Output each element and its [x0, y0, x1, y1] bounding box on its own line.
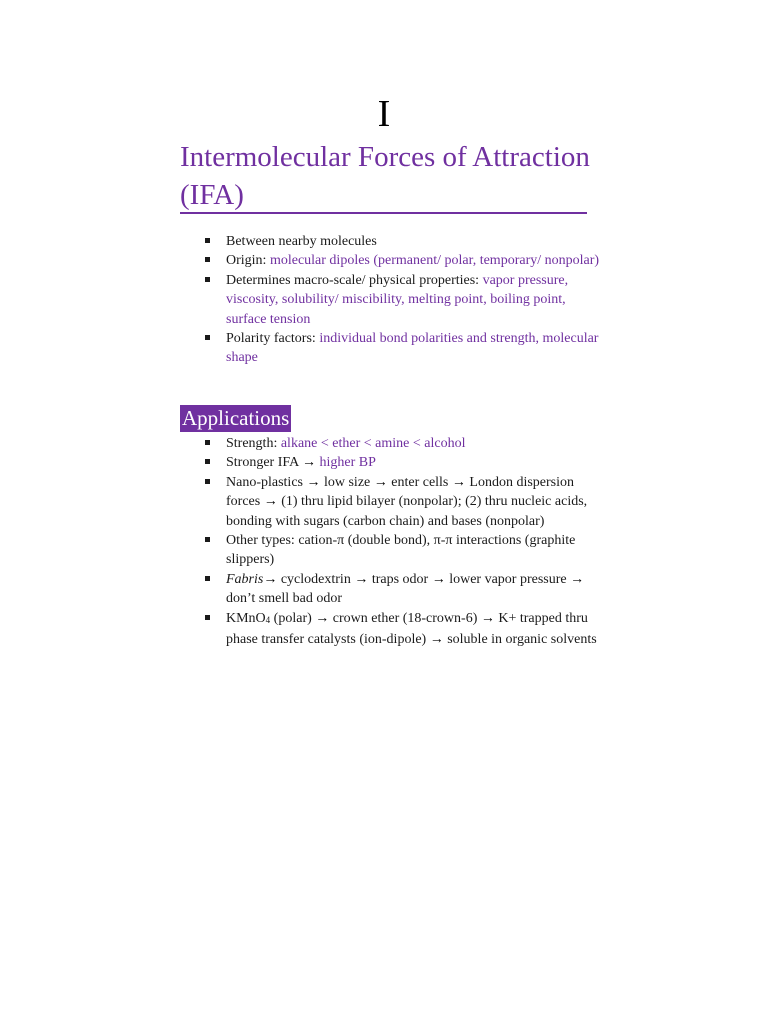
arrow-icon: →	[373, 474, 388, 490]
list-item	[180, 232, 600, 251]
list-item	[180, 609, 600, 650]
item-label: Stronger IFA	[226, 455, 302, 471]
text-run: low size	[320, 474, 374, 490]
item-label: Origin:	[226, 253, 270, 269]
list-item	[180, 271, 600, 329]
text-run: soluble in organic solvents	[443, 632, 597, 648]
item-value: individual bond polarities and strength, molecular shape	[226, 331, 599, 366]
list-item	[180, 434, 600, 453]
title-underline	[180, 212, 587, 214]
square-bullet-icon	[205, 277, 210, 282]
text-run: crown ether (18-crown-6)	[329, 610, 481, 626]
text-run: cyclodextrin	[277, 571, 355, 587]
section-heading-applications: Applications	[182, 406, 290, 430]
arrow-icon: →	[570, 571, 585, 587]
square-bullet-icon	[205, 537, 210, 542]
text-run: don’t smell bad odor	[226, 591, 343, 607]
chapter-numeral: I	[377, 93, 391, 135]
text-run: Fabris	[226, 571, 264, 587]
square-bullet-icon	[205, 238, 210, 243]
item-value: molecular dipoles (permanent/ polar, temporary/ nonpolar)	[269, 253, 600, 269]
item-label: Between nearby molecules	[226, 234, 377, 249]
arrow-icon: →	[451, 474, 466, 490]
square-bullet-icon	[205, 459, 210, 464]
square-bullet-icon	[205, 335, 210, 340]
text-run: traps odor	[368, 571, 432, 587]
square-bullet-icon	[205, 615, 210, 620]
subscript: 4	[265, 614, 271, 625]
intro-list	[180, 232, 600, 368]
square-bullet-icon	[205, 576, 210, 581]
item-label: Determines macro-scale/ physical properties:	[226, 272, 483, 288]
list-item	[180, 453, 600, 472]
list-item	[180, 473, 600, 531]
text-run: lower vapor pressure	[445, 571, 571, 587]
square-bullet-icon	[205, 257, 210, 262]
item-value: alkane < ether < amine < alcohol	[280, 436, 466, 451]
text-run: Nano-plastics	[226, 474, 307, 490]
arrow-icon: →	[431, 571, 446, 587]
arrow-icon: →	[301, 455, 316, 471]
item-value: higher BP	[319, 455, 376, 471]
item-label: Strength:	[226, 436, 281, 451]
arrow-icon: →	[263, 494, 278, 510]
square-bullet-icon	[205, 479, 210, 484]
arrow-icon: →	[263, 571, 278, 587]
list-item	[180, 570, 600, 609]
applications-list	[180, 434, 600, 649]
list-item	[180, 531, 600, 570]
square-bullet-icon	[205, 440, 210, 445]
text-run: KMnO	[226, 610, 266, 626]
list-item	[180, 329, 600, 368]
arrow-icon: →	[354, 571, 369, 587]
item-label: Polarity factors:	[226, 331, 320, 347]
text-run: (1) thru lipid bilayer (nonpolar); (2) thru nucleic acids, bonding with sugars (carbon chain) and bases (nonpolar)	[226, 494, 588, 529]
text-run: London dispersion forces	[226, 474, 574, 510]
arrow-icon: →	[480, 610, 495, 626]
text-run: (polar)	[270, 610, 316, 626]
arrow-icon: →	[315, 610, 330, 626]
arrow-icon: →	[429, 632, 444, 648]
item-value: vapor pressure, viscosity, solubility/ miscibility, melting point, boiling point, surface tension	[226, 272, 569, 327]
arrow-icon: →	[306, 474, 321, 490]
list-item	[180, 251, 600, 270]
page-title: Intermolecular Forces of Attraction (IFA)	[180, 141, 590, 211]
item-label: Other types: cation-π (double bond), π-π interactions (graphite slippers)	[226, 533, 576, 568]
text-run: K+ trapped thru phase transfer catalysts (ion-dipole)	[226, 610, 588, 648]
text-run: enter cells	[387, 474, 452, 490]
